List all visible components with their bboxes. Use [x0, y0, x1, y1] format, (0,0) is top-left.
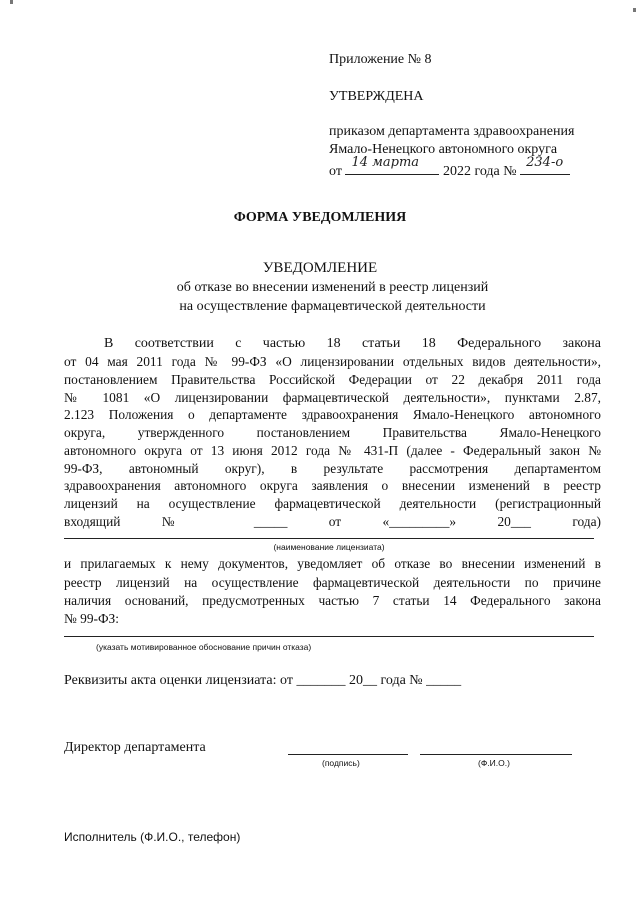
- scan-mark: [633, 8, 636, 12]
- name-line: [420, 754, 572, 755]
- signature-caption: (подпись): [322, 758, 360, 768]
- licensee-caption: (наименование лицензиата): [273, 542, 385, 552]
- body-line-9: здравоохранения автономного округа заявления о внесении изменений в реестр: [64, 478, 601, 493]
- name-caption: (Ф.И.О.): [478, 758, 510, 768]
- reason-line: [64, 636, 594, 637]
- executor-label: Исполнитель (Ф.И.О., телефон): [64, 830, 241, 844]
- order-number-handwritten: 234-о: [520, 160, 570, 175]
- licensee-name-line: [64, 538, 594, 539]
- incoming-line: входящий № _____ от «_________» 20___ года): [64, 514, 601, 529]
- law-ref: № 99-ФЗ:: [64, 611, 119, 626]
- reason-caption: (указать мотивированное обоснование причин отказа): [96, 642, 312, 652]
- signature-line: [288, 754, 408, 755]
- body2-line-3: наличия оснований, предусмотренных частью 7 статьи 14 Федерального закона: [64, 593, 601, 608]
- order-line-1: приказом департамента здравоохранения: [329, 124, 575, 139]
- body-line-5: 2.123 Положения о департаменте здравоохранения Ямало-Ненецкого автономного: [64, 407, 601, 422]
- order-date-line: [329, 155, 570, 180]
- body-line-1: В соответствии с частью 18 статьи 18 Федерального закона: [104, 336, 601, 351]
- body-line-8: 99-ФЗ, автономный округ), в результате рассмотрения департаментом: [64, 461, 601, 476]
- body-line-2: от 04 мая 2011 года № 99-ФЗ «О лицензировании отдельных видов деятельности»,: [64, 354, 601, 369]
- order-date-handwritten: 14 марта: [345, 160, 439, 175]
- notice-subtitle-1: об отказе во внесении изменений в реестр лицензий: [176, 280, 489, 295]
- body-line-10: лицензий на осуществление фармацевтической деятельности (регистрационный: [64, 496, 601, 511]
- body-line-4: № 1081 «О лицензировании фармацевтической деятельности», пунктами 2.87,: [64, 390, 601, 405]
- scan-mark: [10, 0, 13, 4]
- form-title: ФОРМА УВЕДОМЛЕНИЯ: [233, 210, 407, 225]
- body2-line-1: и прилагаемых к нему документов, уведомляет об отказе во внесении изменений в: [64, 556, 601, 571]
- appendix-label: Приложение № 8: [329, 52, 432, 67]
- body2-line-2: реестр лицензий на осуществление фармацевтической деятельности по причине: [64, 575, 601, 590]
- order-line-2: Ямало-Ненецкого автономного округа: [329, 142, 558, 157]
- approved-label: УТВЕРЖДЕНА: [329, 89, 424, 104]
- notice-subtitle-2: на осуществление фармацевтической деятельности: [179, 299, 486, 314]
- order-year-label: 2022 года №: [442, 164, 517, 179]
- body-line-7: автономного округа от 13 июня 2012 года № 431-П (далее - Федеральный закон №: [64, 443, 601, 458]
- body-line-6: округа, утвержденного постановлением Правительства Ямало-Ненецкого: [64, 425, 601, 440]
- order-from-label: от: [329, 164, 342, 179]
- notice-title: УВЕДОМЛЕНИЕ: [262, 260, 378, 276]
- director-position: Директор департамента: [64, 740, 206, 755]
- requisites-line: Реквизиты акта оценки лицензиата: от _______ 20__ года № _____: [64, 673, 462, 688]
- body-line-3: постановлением Правительства Российской Федерации от 22 декабря 2011 года: [64, 372, 601, 387]
